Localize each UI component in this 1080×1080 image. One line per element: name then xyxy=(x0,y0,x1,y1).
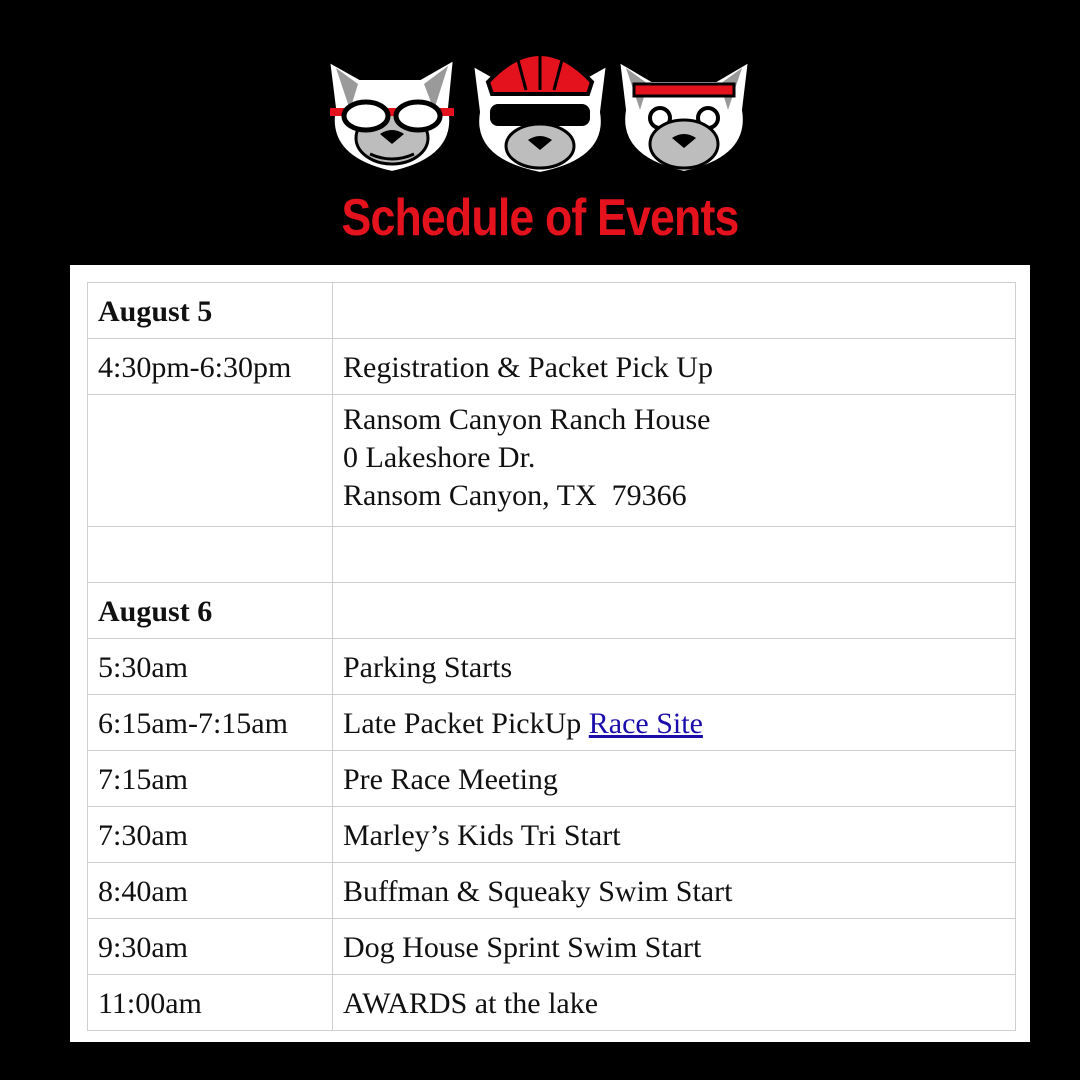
location-cell xyxy=(333,395,1016,527)
table-row xyxy=(88,527,1016,583)
table-row xyxy=(88,751,1016,807)
event-cell: Parking Starts xyxy=(333,639,1016,695)
table-row xyxy=(88,863,1016,919)
table-row xyxy=(88,639,1016,695)
empty-cell xyxy=(333,283,1016,339)
table-row xyxy=(88,695,1016,751)
location-street: 0 Lakeshore Dr. xyxy=(343,441,536,474)
location-city: Ransom Canyon, TX 79366 xyxy=(343,479,687,512)
event-cell: Registration & Packet Pick Up xyxy=(333,339,1016,395)
schedule-table xyxy=(87,282,1016,1031)
table-row xyxy=(88,975,1016,1031)
day-heading: August 6 xyxy=(88,583,333,639)
empty-cell xyxy=(333,583,1016,639)
time-cell: 5:30am xyxy=(88,639,333,695)
table-row xyxy=(88,807,1016,863)
empty-cell xyxy=(88,395,333,527)
empty-cell xyxy=(333,527,1016,583)
schedule-panel xyxy=(70,265,1030,1042)
event-cell: Buffman & Squeaky Swim Start xyxy=(333,863,1016,919)
time-cell: 11:00am xyxy=(88,975,333,1031)
empty-cell xyxy=(88,527,333,583)
page-title: Schedule of Events xyxy=(341,189,739,247)
event-cell: AWARDS at the lake xyxy=(333,975,1016,1031)
time-cell: 9:30am xyxy=(88,919,333,975)
table-row xyxy=(88,339,1016,395)
time-cell: 4:30pm-6:30pm xyxy=(88,339,333,395)
event-cell: Pre Race Meeting xyxy=(333,751,1016,807)
event-cell: Marley’s Kids Tri Start xyxy=(333,807,1016,863)
event-cell xyxy=(333,695,1016,751)
event-text: Late Packet PickUp xyxy=(343,707,589,740)
time-cell: 7:30am xyxy=(88,807,333,863)
location-name: Ransom Canyon Ranch House xyxy=(343,403,711,436)
table-row xyxy=(88,395,1016,527)
day-heading: August 5 xyxy=(88,283,333,339)
time-cell: 6:15am-7:15am xyxy=(88,695,333,751)
race-site-link[interactable]: Race Site xyxy=(588,707,703,740)
table-row xyxy=(88,919,1016,975)
time-cell: 8:40am xyxy=(88,863,333,919)
table-row xyxy=(88,283,1016,339)
event-cell: Dog House Sprint Swim Start xyxy=(333,919,1016,975)
three-bulldogs-logo-icon xyxy=(320,38,760,178)
time-cell: 7:15am xyxy=(88,751,333,807)
table-row xyxy=(88,583,1016,639)
